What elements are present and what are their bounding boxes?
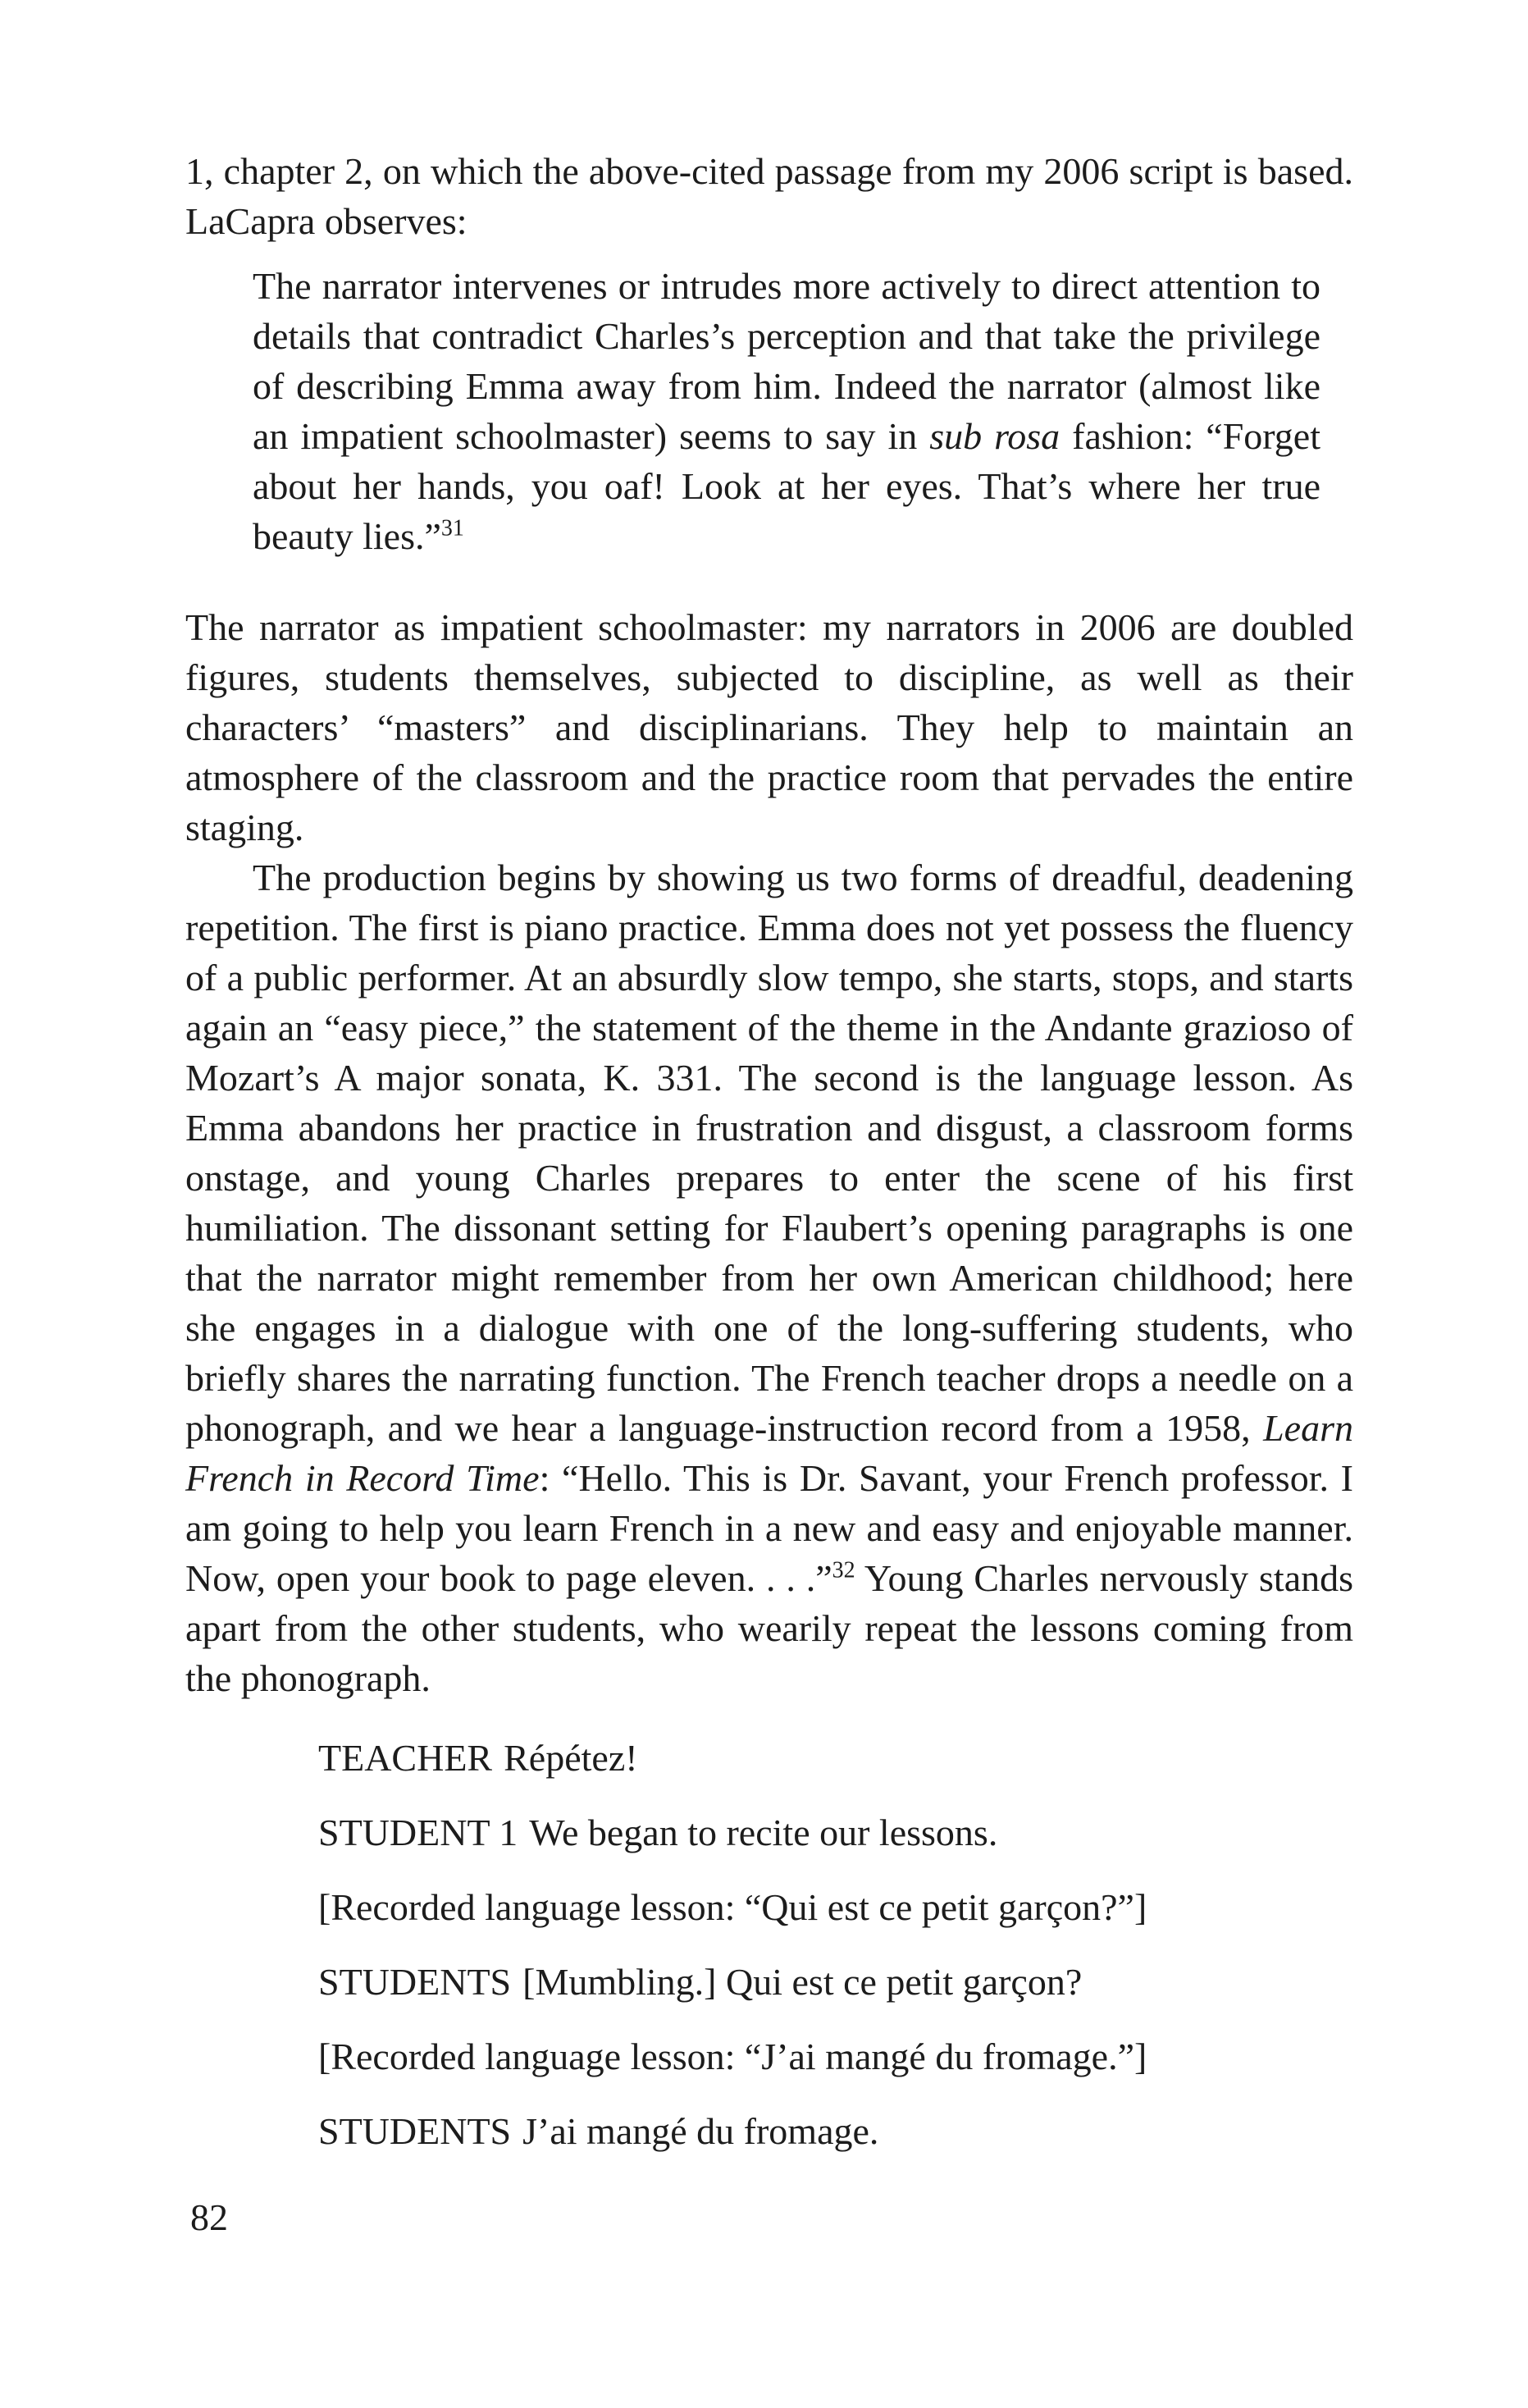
para2-text-c: Young Charles nervously stands apart from the other students, who wearily repeat the lessons coming from the phonograph.: [185, 1557, 1354, 1699]
script-dialogue: [Recorded language lesson: “J’ai mangé du fromage.”]: [318, 2036, 1147, 2077]
script-dialogue: We began to recite our lessons.: [529, 1812, 998, 1853]
script-speaker: STUDENTS: [318, 1961, 512, 2003]
script-dialogue: [Mumbling.] Qui est ce petit garçon?: [522, 1961, 1083, 2003]
para2-text-a: The production begins by showing us two forms of dreadful, deadening repetition. The first is piano practice. Emma does not yet possess the fluency of a public performer. At an absurdly slow tempo, she starts, stops, and starts again an “easy piece,” the statement of the theme in the Andante grazioso of Mozart’s A major sonata, K. 331. The second is the language lesson. As Emma abandons her practice in frustration and disgust, a classroom forms onstage, and young Charles prepares to enter the scene of his first humiliation. The dissonant setting for Flaubert’s opening paragraphs is one that the narrator might remember from her own American childhood; here she engages in a dialogue with one of the long-suffering students, who briefly shares the narrating function. The French teacher drops a needle on a phonograph, and we hear a language-instruction record from a 1958,: [185, 857, 1353, 1449]
quote-text-b: fashion: “Forget about her hands, you oaf! Look at her eyes. That’s where her true beauty lies.”: [253, 415, 1320, 557]
opening-paragraph: 1, chapter 2, on which the above-cited passage from my 2006 script is based. LaCapra observes:: [185, 150, 1353, 242]
script-stage-direction: [318, 2031, 1353, 2081]
footnote-ref-31: 31: [440, 515, 464, 541]
script-speaker: STUDENT 1: [318, 1812, 518, 1853]
script-line: [318, 1807, 1353, 1857]
script-line: [318, 2106, 1353, 2156]
script-speaker: STUDENTS: [318, 2110, 512, 2152]
script-dialogue: J’ai mangé du fromage.: [522, 2110, 879, 2152]
quote-italic: sub rosa: [929, 415, 1060, 457]
body-paragraph-2: [185, 852, 1353, 1703]
para2-italic-title: Learn French in Record Time: [185, 1407, 1353, 1499]
para2-text-b: : “Hello. This is Dr. Savant, your French professor. I am going to help you learn French in a new and easy and enjoyable manner. Now, open your book to page eleven. . . .”: [185, 1457, 1353, 1599]
script-speaker: TEACHER: [318, 1737, 493, 1779]
script-dialogue: Répétez!: [504, 1737, 638, 1779]
script-excerpt: [318, 1733, 1353, 2156]
quote-text-a: The narrator intervenes or intrudes more actively to direct attention to details that contradict Charles’s perception and that take the privilege of describing Emma away from him. Indeed the narrator (almost like an impatient schoolmaster) seems to say in: [253, 265, 1320, 457]
footnote-ref-32: 32: [832, 1557, 855, 1583]
script-line: [318, 1733, 1353, 1783]
page-body: [185, 146, 1353, 2181]
script-dialogue: [Recorded language lesson: “Qui est ce petit garçon?”]: [318, 1886, 1147, 1928]
script-line: [318, 1957, 1353, 2007]
script-stage-direction: [318, 1882, 1353, 1932]
body-paragraph-1: The narrator as impatient schoolmaster: my narrators in 2006 are doubled figures, students themselves, subjected to discipline, as well as their characters’ “masters” and disciplinarians. They help to maintain an atmosphere of the classroom and the practice room that pervades the entire staging.: [185, 606, 1353, 848]
page-number: 82: [190, 2196, 228, 2238]
block-quote: [253, 261, 1320, 561]
